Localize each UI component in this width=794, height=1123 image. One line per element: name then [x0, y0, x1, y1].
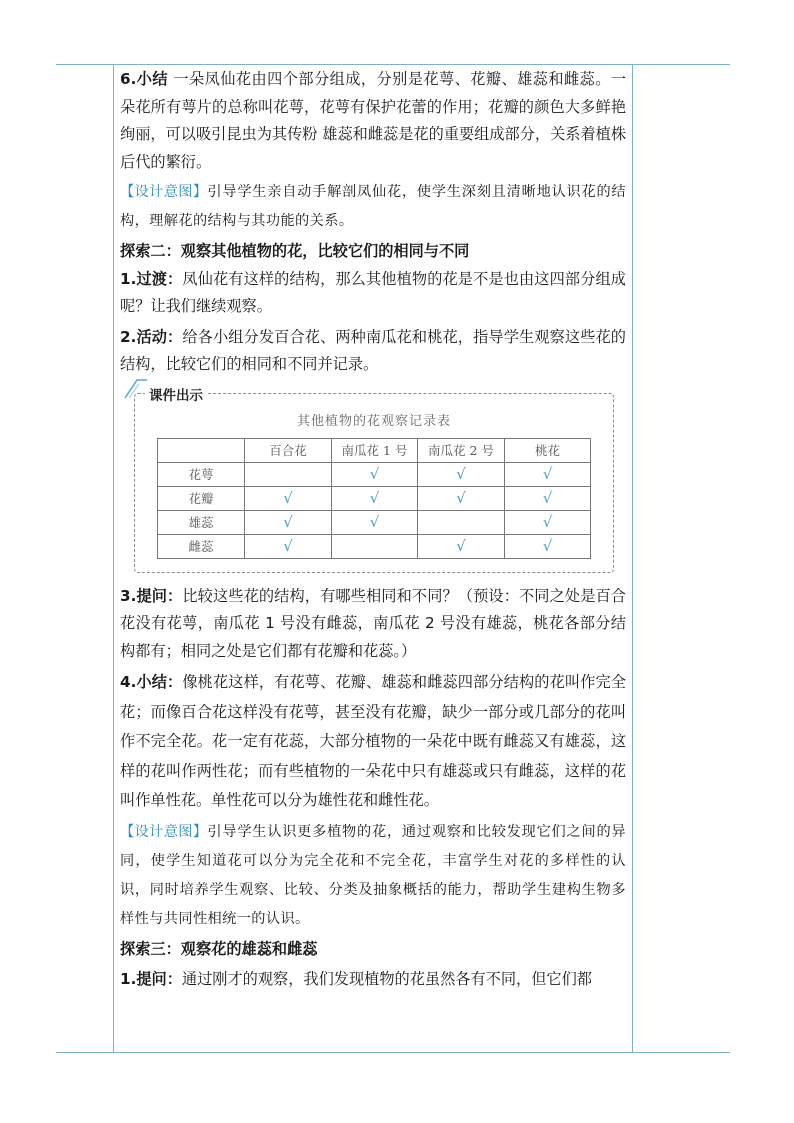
table-cell: √: [505, 510, 591, 534]
table-cell: [418, 510, 505, 534]
header-cell: 南瓜花 1 号: [332, 438, 418, 462]
table-cell: [332, 534, 418, 558]
header-cell: 南瓜花 2 号: [418, 438, 505, 462]
header-cell: [158, 438, 245, 462]
table-cell: √: [505, 534, 591, 558]
transition-text: 凤仙花有这样的结构，那么其他植物的花是不是也由这四部分组成呢？让我们继续观察。: [120, 269, 626, 315]
table-cell: √: [332, 462, 418, 486]
design-intent-text: 引导学生亲自动手解剖凤仙花，使学生深刻且清晰地认识花的结构，理解花的结构与其功能的关系。: [120, 184, 626, 229]
summary-paragraph: [120, 66, 626, 176]
table-cell: √: [418, 486, 505, 510]
left-column-rule: [113, 64, 114, 1053]
design-intent-text: 引导学生认识更多植物的花，通过观察和比较发现它们之间的异同，使学生知道花可以分为完全花和不完全花，丰富学生对花的多样性的认识，同时培养学生观察、比较、分类及抽象概括的能力，帮助学生建构生物多样性与共同性相统一的认识。: [120, 823, 626, 927]
row-label: 雌蕊: [158, 534, 245, 558]
design-intent-tag: 【设计意图】: [120, 823, 208, 840]
transition-paragraph: [120, 266, 626, 321]
table-row: [158, 534, 591, 558]
table-cell: √: [245, 510, 332, 534]
table-cell: √: [418, 462, 505, 486]
header-cell: 百合花: [245, 438, 332, 462]
row-label: 花萼: [158, 462, 245, 486]
table-cell: √: [245, 534, 332, 558]
top-rule: [56, 64, 730, 65]
table-cell: √: [505, 486, 591, 510]
table-row: [158, 486, 591, 510]
design-intent-2: [120, 818, 626, 934]
question-text: 比较这些花的结构，有哪些相同和不同？（预设：不同之处是百合花没有花萼，南瓜花 1 号没有雌蕊，南瓜花 2 号没有雄蕊，桃花各部分结构都有；相同之处是它们都有花瓣和花蕊。）: [120, 586, 626, 660]
row-label: 花瓣: [158, 486, 245, 510]
courseware-box: [134, 387, 614, 573]
table-cell: √: [418, 534, 505, 558]
question-paragraph: [120, 583, 626, 666]
bottom-rule: [56, 1052, 730, 1053]
activity-paragraph: [120, 324, 626, 379]
design-intent-1: [120, 178, 626, 236]
explore-three-question: [120, 966, 626, 994]
explore-three-question-text: 通过刚才的观察，我们发现植物的花虽然各有不同，但它们都: [181, 970, 592, 988]
transition-heading: 1.过渡：: [120, 269, 183, 288]
table-cell: √: [245, 486, 332, 510]
right-column-rule: [632, 64, 633, 1053]
table-row: [158, 462, 591, 486]
conclusion-text: 像桃花这样，有花萼、花瓣、雄蕊和雌蕊四部分结构的花叫作完全花；而像百合花这样没有花萼，甚至没有花瓣，缺少一部分或几部分的花叫作不完全花。花一定有花蕊，大部分植物的一朵花中既有雌蕊又有雄蕊，这样的花叫作两性花；而有些植物的一朵花中只有雄蕊或只有雌蕊，这样的花叫作单性花。单性花可以分为雄性花和雌性花。: [120, 673, 626, 809]
summary-text-1: 一朵凤仙花由四个部分组成，分别是花萼、花瓣、雄蕊和雌蕊。一朵花所有萼片的总称叫花萼，花萼有保护花蕾的作用；花瓣的颜色大多鲜艳绚丽，可以吸引昆虫为其传粉: [120, 70, 627, 143]
activity-text: 给各小组分发百合花、两种南瓜花和桃花，指导学生观察这些花的结构，比较它们的相同和不同并记录。: [120, 327, 626, 373]
table-cell: √: [332, 486, 418, 510]
explore-three-title: 探索三：观察花的雄蕊和雌蕊: [120, 939, 318, 958]
header-cell: 桃花: [505, 438, 591, 462]
observation-table: [157, 438, 591, 559]
lesson-content: [120, 66, 626, 994]
activity-heading: 2.活动：: [120, 327, 183, 346]
conclusion-paragraph: [120, 668, 626, 816]
observation-table-title: 其他植物的花观察记录表: [296, 413, 451, 429]
summary-heading: 6.小结: [120, 70, 169, 88]
table-cell: √: [332, 510, 418, 534]
table-row: [158, 510, 591, 534]
row-label: 雄蕊: [158, 510, 245, 534]
design-intent-tag: 【设计意图】: [120, 184, 208, 200]
table-cell: [245, 462, 332, 486]
summary-text-2: 雄蕊和雌蕊是花的重要组成部分，关系着植株后代的繁衍。: [120, 125, 627, 171]
table-header-row: [158, 438, 591, 462]
courseware-label: 课件出示: [145, 384, 207, 404]
question-heading: 3.提问：: [120, 586, 183, 605]
conclusion-heading: 4.小结：: [120, 673, 183, 691]
table-cell: √: [505, 462, 591, 486]
explore-three-question-heading: 1.提问：: [120, 970, 182, 988]
explore-two-title: 探索二：观察其他植物的花，比较它们的相同与不同: [120, 242, 470, 260]
